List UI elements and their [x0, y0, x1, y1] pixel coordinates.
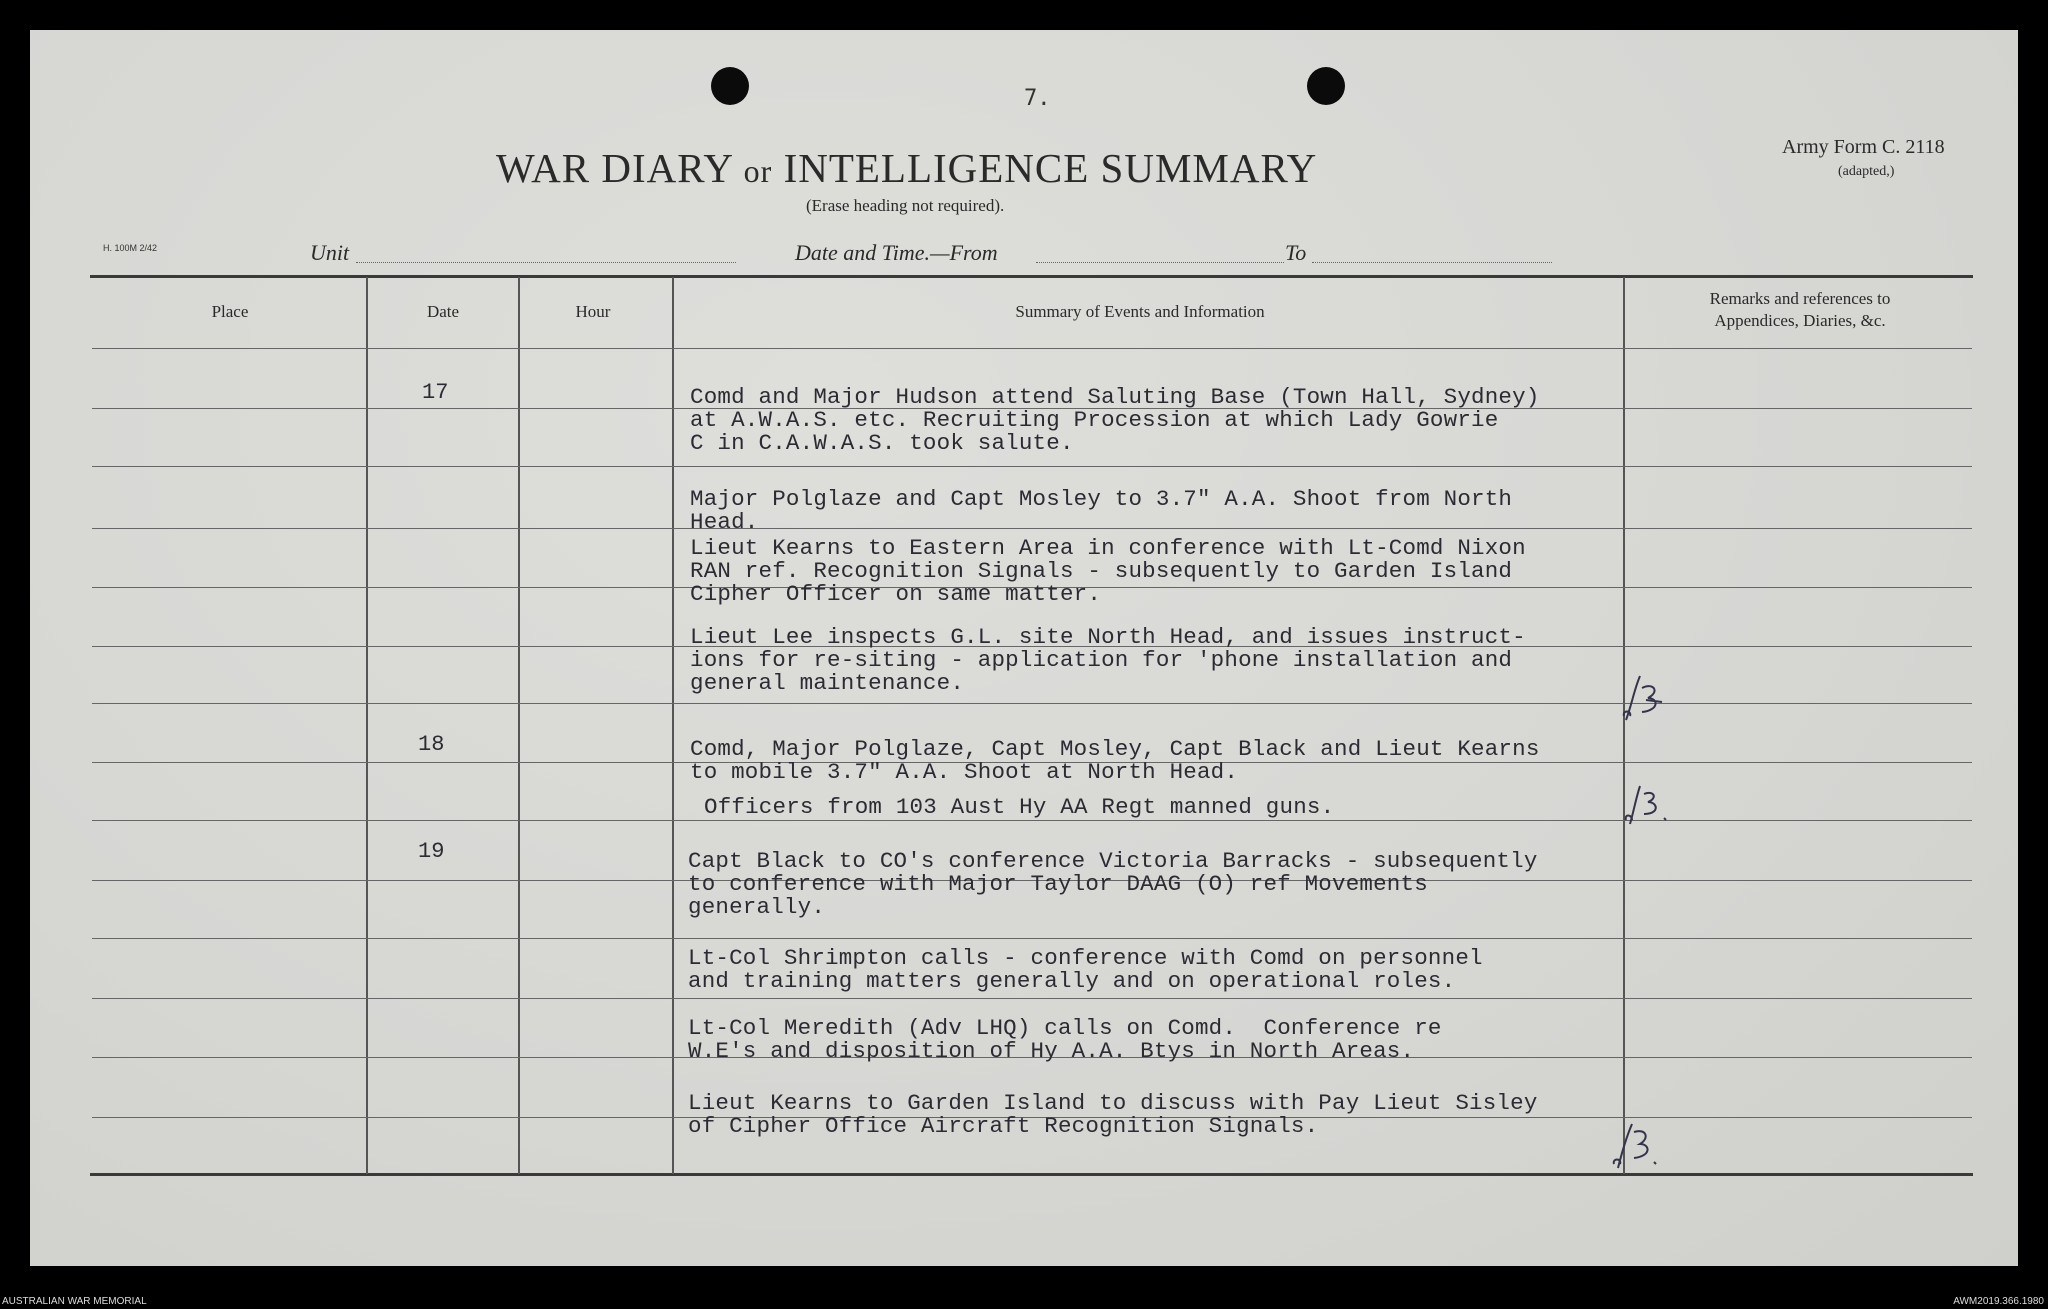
entry-shrimpton-calls: Lt-Col Shrimpton calls - conference with Comd on personnel and training matters generally and on operational roles. [688, 945, 1483, 994]
entry-officers-manned-guns: Officers from 103 Aust Hy AA Regt manned guns. [704, 794, 1335, 820]
punch-hole-right [1307, 67, 1345, 105]
table-top-rule [90, 275, 1973, 278]
entry-aa-shoot-north-head: Major Polglaze and Capt Mosley to 3.7" A.A. Shoot from North Head. [690, 486, 1513, 535]
initials-signature-1 [1618, 670, 1674, 726]
entry-gl-site-inspection: Lieut Lee inspects G.L. site North Head, and issues instruct- ions for re-siting - application for 'phone installation and general maintenance. [690, 624, 1526, 696]
entry-mobile-aa-shoot: Comd, Major Polglaze, Capt Mosley, Capt Black and Lieut Kearns to mobile 3.7" A.A. Shoot at North Head. [690, 736, 1540, 785]
remarks-header-line2: Appendices, Diaries, &c. [1714, 311, 1886, 330]
ruled-line [92, 348, 1972, 349]
entry-garden-island: Lieut Kearns to Garden Island to discuss with Pay Lieut Sisley of Cipher Office Aircraft Recognition Signals. [688, 1090, 1538, 1139]
date-19: 19 [418, 839, 445, 864]
remarks-header-line1: Remarks and references to [1709, 289, 1891, 308]
column-header-summary: Summary of Events and Information [1015, 302, 1265, 321]
print-code: H. 100M 2/42 [103, 243, 158, 253]
archive-reference: AWM2019.366.1980 [1953, 1296, 2044, 1307]
entry-meredith-calls: Lt-Col Meredith (Adv LHQ) calls on Comd. Conference re W.E's and disposition of Hy A.A. Btys in North Areas. [688, 1015, 1442, 1064]
column-divider-place [366, 277, 368, 1174]
column-divider-date [518, 277, 520, 1174]
title-war-diary: WAR DIARY [496, 145, 733, 191]
date-18: 18 [418, 732, 445, 757]
ruled-line [92, 703, 1972, 704]
entry-saluting-base: Comd and Major Hudson attend Saluting Base (Town Hall, Sydney) at A.W.A.S. etc. Recruiting Procession at which Lady Gowrie C in C.A.W.A.S. took salute. [690, 384, 1540, 456]
adapted-label: (adapted,) [1838, 164, 1895, 179]
entry-victoria-barracks: Capt Black to CO's conference Victoria Barracks - subsequently to conference with Major Taylor DAAG (O) ref Movements generally. [688, 848, 1538, 920]
to-label: To [1285, 240, 1307, 265]
column-header-place: Place [211, 302, 249, 321]
from-field-line [1036, 262, 1284, 263]
column-header-hour: Hour [575, 302, 611, 321]
heading-note: (Erase heading not required). [806, 196, 1005, 215]
page-title [496, 144, 1317, 192]
page-number: 7. [1024, 86, 1051, 111]
ruled-line [92, 466, 1972, 467]
unit-label: Unit [310, 240, 350, 265]
unit-field-line [356, 262, 736, 263]
ruled-line [92, 938, 1972, 939]
title-intelligence-summary: INTELLIGENCE SUMMARY [783, 145, 1318, 191]
to-field-line [1312, 262, 1552, 263]
ruled-line [92, 820, 1972, 821]
column-header-remarks [1640, 288, 1960, 332]
ruled-line [92, 998, 1972, 999]
table-bottom-rule [90, 1173, 1973, 1176]
archive-credit: AUSTRALIAN WAR MEMORIAL [2, 1296, 147, 1307]
title-or: or [743, 153, 773, 189]
date-time-label: Date and Time.—From [795, 240, 998, 265]
column-header-date: Date [426, 302, 460, 321]
column-divider-hour [672, 277, 674, 1174]
entry-eastern-area-conference: Lieut Kearns to Eastern Area in conference with Lt-Comd Nixon RAN ref. Recognition Signals - subsequently to Garden Island Cipher Officer on same matter. [690, 535, 1526, 607]
punch-hole-left [711, 67, 749, 105]
date-17: 17 [422, 380, 449, 405]
initials-signature-3 [1610, 1118, 1666, 1174]
initials-signature-2 [1620, 780, 1676, 836]
army-form-label: Army Form C. 2118 [1782, 136, 1945, 158]
